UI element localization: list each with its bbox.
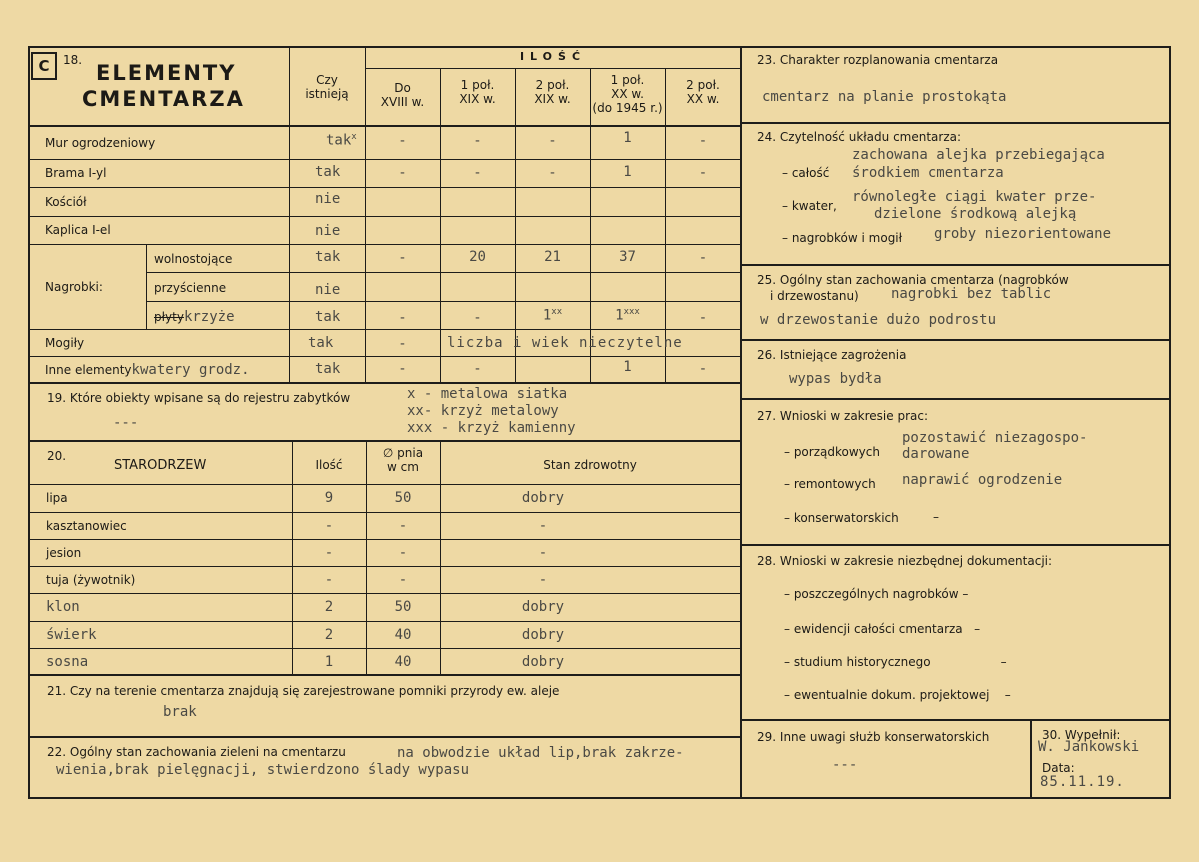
tree-name: sosna [46,654,89,670]
section-18-title-2: CMENTARZA [82,87,245,111]
mur-c2: - [473,133,482,149]
mur-c4: 1 [623,130,632,146]
section-24-calosc-1: zachowana alejka przebiegająca [852,147,1105,163]
row-label-mogily: Mogiły [45,336,85,350]
exists-mogily: tak [308,335,334,351]
section-20-h-stan: Stan zdrowotny [543,458,637,472]
frame-right [1169,46,1171,799]
section-28-item-4: – ewentualnie dokum. projektowej – [784,688,1011,702]
section-29-label: 29. Inne uwagi służb konserwatorskich [757,730,990,744]
section-25-label-2: i drzewostanu) [770,289,859,303]
tree-pnia: 50 [394,599,412,615]
tree-name: klon [46,599,80,615]
row-label-przyscienne: przyścienne [154,281,227,295]
tree-ilosc: - [324,518,334,534]
wolno-c5: - [698,250,708,266]
section-22-value-2: wienia,brak pielęgnacji, stwierdzono ślady wypasu [56,762,470,778]
section-22-label: 22. Ogólny stan zachowania zieleni na cmentarzu [47,745,346,759]
wolno-c3: 21 [544,249,561,265]
section-25-value-2: w drzewostanie dużo podrostu [760,312,997,328]
mogily-c1: - [398,336,407,352]
section-27-porz-label: – porządkowych [784,445,880,459]
tree-ilosc: - [324,572,334,588]
exists-kaplica: nie [315,223,341,239]
row-label-inne: Inne elementykwatery grodz. [45,362,250,378]
section-21-label: 21. Czy na terenie cmentarza znajdują się zarejestrowane pomniki przyrody ew. aleje [47,684,560,698]
section-24-kwater-label: – kwater, [782,199,837,213]
section-18-title-1: ELEMENTY [96,61,237,85]
exists-krzyze: tak [315,309,341,325]
section-27-porz-2: darowane [902,446,970,462]
tree-stan: dobry [521,599,565,615]
brama-c5: - [698,165,708,181]
section-19-value: --- [113,415,139,431]
tree-ilosc: - [324,545,334,561]
inne-c1: - [398,361,407,377]
krzyze-c1: - [398,310,407,326]
section-28-item-2: – ewidencji całości cmentarza – [784,622,981,636]
exists-mur: tak$^x$ [326,132,357,149]
section-28-label: 28. Wnioski w zakresie niezbędnej dokumentacji: [757,554,1053,568]
krzyze-c3: 1$^{xx}$ [542,307,563,324]
section-30-date: 85.11.19. [1040,774,1125,790]
section-27-label: 27. Wnioski w zakresie prac: [757,409,929,423]
krzyze-c5: - [698,310,708,326]
section-21-value: brak [163,704,197,720]
exists-inne: tak [315,361,341,377]
section-20-h-ilosc: Ilość [315,458,343,472]
section-30-name: W. Jankowski [1038,739,1140,755]
section-19-note-2: xx- krzyż metalowy [407,403,559,419]
mur-c3: - [548,133,557,149]
section-24-nagrobkow-label: – nagrobków i mogił [782,231,903,245]
exists-kosciol: nie [315,191,341,207]
section-22-value-1: na obwodzie układ lip,brak zakrze- [397,745,684,761]
exists-brama: tak [315,164,341,180]
section-25-value-1: nagrobki bez tablic [891,286,1052,302]
tree-stan: - [538,518,548,534]
tree-pnia: 40 [394,654,412,670]
tree-ilosc: 2 [324,627,334,643]
brama-c2: - [473,165,482,181]
section-30-label: 30. Wypełnił: [1042,728,1121,742]
section-24-kwater-1: równoległe ciągi kwater prze- [852,189,1097,205]
tree-pnia: - [398,545,408,561]
tree-pnia: 50 [394,490,412,506]
mur-c5: - [698,133,708,149]
section-19-label: 19. Które obiekty wpisane są do rejestru zabytków [47,391,351,405]
tree-stan: dobry [521,627,565,643]
section-27-porz-1: pozostawić niezagospo- [902,430,1088,446]
inne-c4: 1 [623,359,632,375]
row-label-kosciol: Kościół [45,195,87,209]
section-28-item-1: – poszczególnych nagrobków – [784,587,969,601]
row-label-mur: Mur ogrodzeniowy [45,136,156,150]
row-label-brama: Brama I-yl [45,166,107,180]
section-24-calosc-label: – całość [782,166,830,180]
section-20-title: STARODRZEW [114,458,207,473]
tree-stan: dobry [521,490,565,506]
row-label-wolnostojace: wolnostojące [154,252,233,266]
krzyze-c2: - [473,310,482,326]
section-23-label: 23. Charakter rozplanowania cmentarza [757,53,999,67]
header-col1: Do XVIII w. [380,81,425,109]
section-19-note-3: xxx - krzyż kamienny [407,420,576,436]
mur-c1: - [398,133,407,149]
tree-ilosc: 2 [324,599,334,615]
header-col4: 1 poł. XX w. (do 1945 r.) [592,73,663,115]
exists-przyscienne: nie [315,282,341,298]
section-20-number: 20. [47,449,67,463]
tree-name: świerk [46,627,97,643]
tree-pnia: 40 [394,627,412,643]
section-24-label: 24. Czytelność układu cmentarza: [757,130,962,144]
exists-wolnostojace: tak [315,249,341,265]
tree-stan: - [538,572,548,588]
brama-c3: - [548,165,557,181]
section-24-calosc-2: środkiem cmentarza [852,165,1004,181]
tree-pnia: - [398,572,408,588]
tree-name: kasztanowiec [46,519,127,533]
section-19-note-1: x - metalowa siatka [407,386,568,402]
brama-c4: 1 [623,164,632,180]
frame-bottom-left [28,797,741,799]
inne-c2: - [473,361,482,377]
section-26-label: 26. Istniejące zagrożenia [757,348,907,362]
section-20-h-pnia: ∅ pnia w cm [382,446,424,474]
tree-ilosc: 1 [324,654,334,670]
row-label-plyty: płytykrzyże [154,309,235,325]
tree-stan: dobry [521,654,565,670]
section-23-value: cmentarz na planie prostokąta [762,89,1007,105]
section-27-rem-label: – remontowych [784,477,876,491]
section-28-item-3: – studium historycznego – [784,655,1007,669]
header-col3: 2 poł. XIX w. [534,78,571,106]
header-col5: 2 poł. XX w. [686,78,720,106]
section-27-rem-value: naprawić ogrodzenie [902,472,1063,488]
section-27-kons-value: – [933,510,939,524]
tree-ilosc: 9 [324,490,334,506]
tree-stan: - [538,545,548,561]
tree-pnia: - [398,518,408,534]
inne-c5: - [698,361,708,377]
section-18-number: 18. [63,53,83,67]
row-label-nagrobki: Nagrobki: [45,280,103,294]
section-24-nagrobkow-value: groby niezorientowane [934,226,1112,242]
section-24-kwater-2: dzielone środkową alejką [874,206,1077,222]
tree-name: lipa [46,491,68,505]
section-25-label-1: 25. Ogólny stan zachowania cmentarza (nagrobków [757,273,1069,287]
section-27-kons-label: – konserwatorskich [784,511,899,525]
section-26-value: wypas bydła [789,371,882,387]
header-col2: 1 poł. XIX w. [459,78,496,106]
section-18-badge: C [31,52,57,80]
wolno-c1: - [398,250,407,266]
mogily-merged: liczba i wiek nieczytelne [447,335,683,351]
frame-top [28,46,1171,48]
tree-name: jesion [46,546,82,560]
section-29-value: --- [832,757,858,773]
wolno-c2: 20 [469,249,486,265]
header-exists: Czy istnieją [305,73,349,101]
tree-name: tuja (żywotnik) [46,573,136,587]
krzyze-c4: 1$^{xxx}$ [615,307,640,324]
header-ilosc: ILOŚĆ [519,50,587,63]
row-label-kaplica: Kaplica I-el [45,223,111,237]
section-30-date-label: Data: [1042,761,1075,775]
brama-c1: - [398,165,407,181]
wolno-c4: 37 [619,249,636,265]
frame-bottom-right [741,797,1171,799]
